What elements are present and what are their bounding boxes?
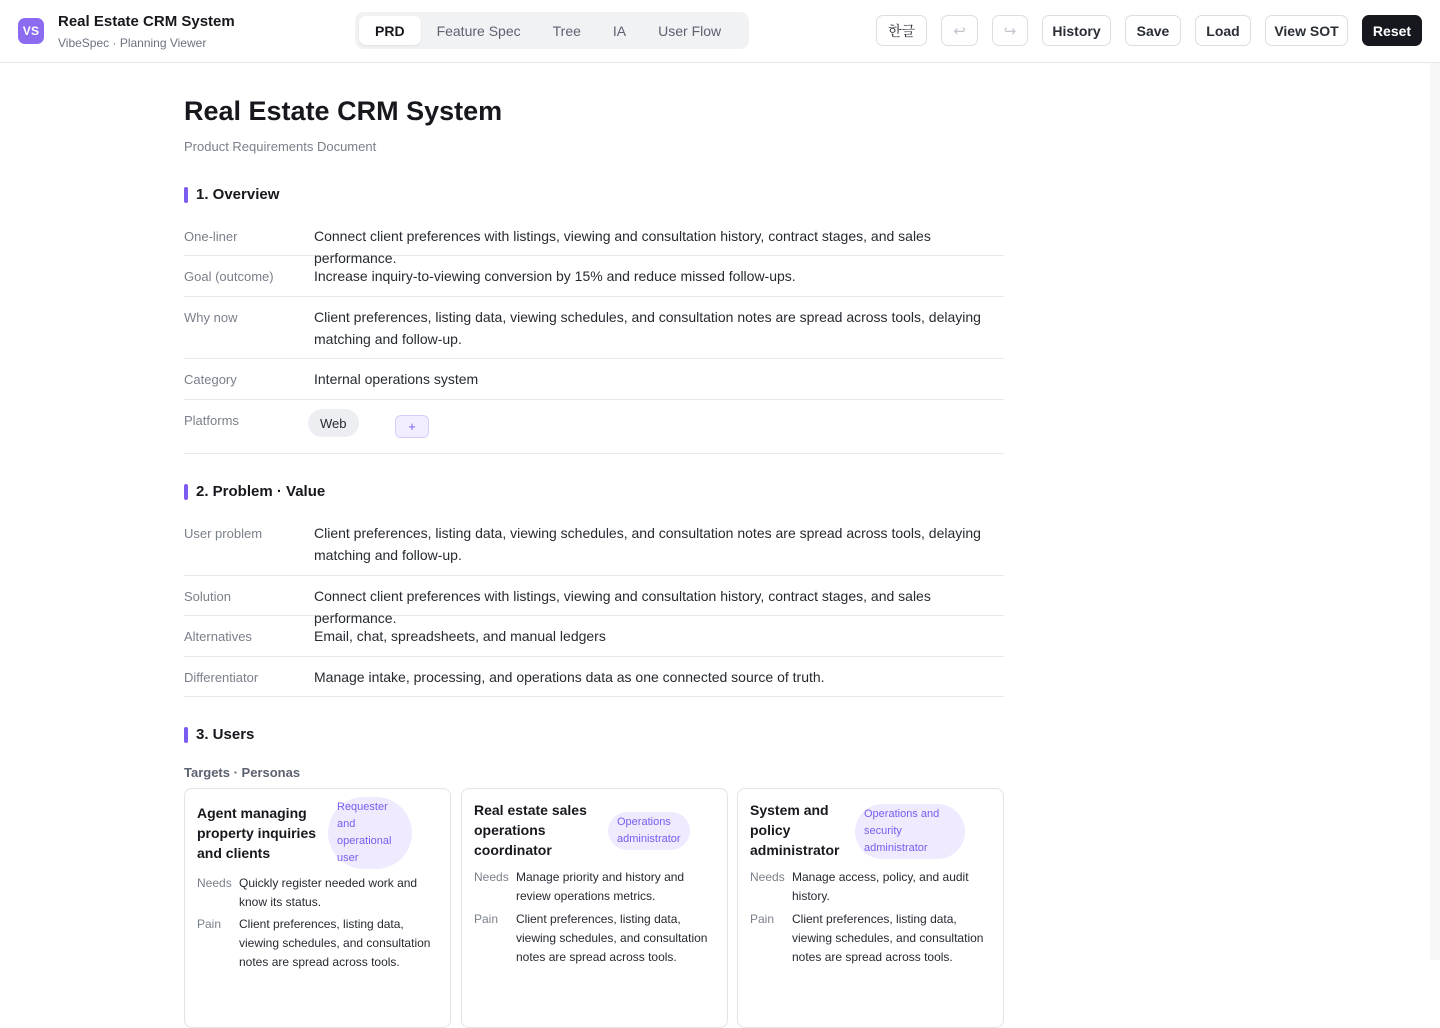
persona-name: Real estate sales operations coordinator xyxy=(474,802,587,858)
persona-card[interactable] xyxy=(184,788,451,1028)
field-row-alternatives[interactable] xyxy=(184,616,1004,657)
persona-role-badge: Operations and security administrator xyxy=(855,804,965,859)
persona-pain: Client preferences, listing data, viewing schedules, and consultation notes are spread across tools. xyxy=(239,917,431,969)
field-label: Solution xyxy=(184,589,231,604)
field-value[interactable]: Increase inquiry-to-viewing conversion by 15% and reduce missed follow-ups. xyxy=(314,268,796,284)
tab-ia[interactable]: IA xyxy=(612,22,627,39)
view-tabs xyxy=(355,12,749,49)
app-logo: VS xyxy=(18,18,44,44)
field-row-solution[interactable] xyxy=(184,576,1004,626)
field-label: User problem xyxy=(184,526,263,541)
persona-name: System and policy administrator xyxy=(750,802,840,858)
load-button[interactable]: Load xyxy=(1195,15,1251,46)
field-row-one-liner[interactable] xyxy=(184,216,1004,266)
section-users-heading: 3. Users xyxy=(184,727,254,743)
field-value[interactable]: Connect client preferences with listings, viewing and consultation history, contract stages, and sales performance. xyxy=(314,588,931,626)
field-row-goal[interactable] xyxy=(184,256,1004,297)
persona-role-badge: Operations administrator xyxy=(608,812,690,850)
view-sot-button[interactable]: View SOT xyxy=(1265,15,1348,46)
field-label: One-liner xyxy=(184,229,238,244)
field-label: Goal (outcome) xyxy=(184,269,274,284)
persona-pain: Client preferences, listing data, viewing schedules, and consultation notes are spread across tools. xyxy=(516,912,708,964)
persona-card[interactable] xyxy=(737,788,1004,1028)
needs-label: Needs xyxy=(197,876,232,890)
top-bar xyxy=(0,0,1440,63)
app-subtitle: VibeSpec · Planning Viewer xyxy=(58,36,207,50)
persona-pain: Client preferences, listing data, viewing schedules, and consultation notes are spread across tools. xyxy=(792,912,984,964)
save-button[interactable]: Save xyxy=(1125,15,1181,46)
field-row-user-problem[interactable] xyxy=(184,513,1004,576)
page-scrollbar[interactable] xyxy=(1430,63,1440,960)
page-title: Real Estate CRM System xyxy=(184,96,503,126)
field-value[interactable]: Client preferences, listing data, viewing schedules, and consultation notes are spread across tools, delaying matching and follow-up. xyxy=(314,525,981,563)
field-label: Why now xyxy=(184,310,238,325)
field-label: Platforms xyxy=(184,413,239,428)
page-subtitle: Product Requirements Document xyxy=(184,139,377,154)
needs-label: Needs xyxy=(750,870,785,884)
persona-needs: Quickly register needed work and know its status. xyxy=(239,876,418,909)
persona-needs: Manage access, policy, and audit history. xyxy=(792,870,969,903)
section-overview-heading: 1. Overview xyxy=(184,187,279,203)
field-value[interactable]: Client preferences, listing data, viewing schedules, and consultation notes are spread across tools, delaying matching and follow-up. xyxy=(314,309,981,347)
personas-subheading: Targets · Personas xyxy=(184,765,301,780)
tab-user-flow[interactable]: User Flow xyxy=(658,22,722,39)
section-problem-heading: 2. Problem · Value xyxy=(184,484,325,500)
platform-chip[interactable]: Web xyxy=(308,409,359,437)
redo-icon[interactable]: ↪ xyxy=(992,15,1028,46)
field-value[interactable]: Internal operations system xyxy=(314,371,479,387)
field-row-category[interactable] xyxy=(184,359,1004,400)
field-value[interactable]: Manage intake, processing, and operations data as one connected source of truth. xyxy=(314,669,825,685)
needs-label: Needs xyxy=(474,870,509,884)
persona-card[interactable] xyxy=(461,788,728,1028)
pain-label: Pain xyxy=(750,912,775,926)
field-label: Category xyxy=(184,372,237,387)
field-value[interactable]: Connect client preferences with listings, viewing and consultation history, contract stages, and sales performance. xyxy=(314,228,931,266)
tab-prd[interactable]: PRD xyxy=(359,16,421,45)
undo-icon[interactable]: ↩ xyxy=(941,15,978,46)
field-row-why-now[interactable] xyxy=(184,297,1004,359)
pain-label: Pain xyxy=(474,912,499,926)
field-row-differentiator[interactable] xyxy=(184,657,1004,697)
tab-tree[interactable]: Tree xyxy=(552,22,581,39)
persona-needs: Manage priority and history and review operations metrics. xyxy=(516,870,685,903)
reset-button[interactable]: Reset xyxy=(1362,15,1422,46)
app-title: Real Estate CRM System xyxy=(58,13,235,30)
pain-label: Pain xyxy=(197,917,222,931)
add-platform-button[interactable]: + xyxy=(395,415,429,438)
field-label: Differentiator xyxy=(184,670,259,685)
persona-role-badge: Requester and operational user xyxy=(328,797,412,869)
field-row-platforms xyxy=(184,400,1004,454)
tab-feature-spec[interactable]: Feature Spec xyxy=(436,22,521,39)
history-button[interactable]: History xyxy=(1042,15,1111,46)
persona-name: Agent managing property inquiries and clients xyxy=(197,805,317,861)
field-label: Alternatives xyxy=(184,629,252,644)
field-value[interactable]: Email, chat, spreadsheets, and manual ledgers xyxy=(314,628,606,644)
language-toggle-button[interactable]: 한글 xyxy=(876,15,927,46)
